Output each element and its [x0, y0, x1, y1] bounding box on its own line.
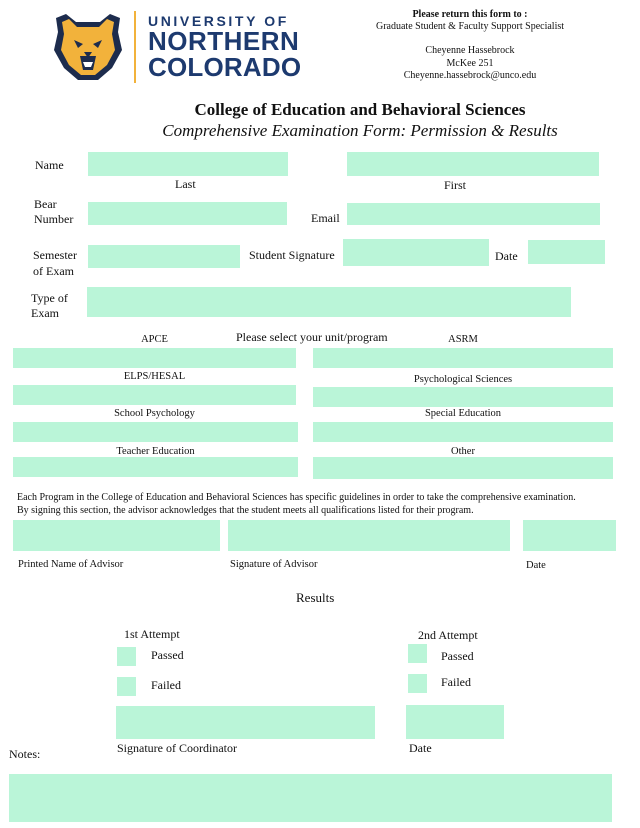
program-label-asrm: ASRM: [448, 334, 478, 345]
first-attempt-label: 1st Attempt: [124, 627, 180, 641]
student-signature-field[interactable]: [343, 239, 489, 266]
logo-divider: [134, 11, 136, 83]
program-field-asrm[interactable]: [313, 348, 613, 368]
first-attempt-passed-label: Passed: [151, 648, 184, 662]
program-label-apce: APCE: [141, 334, 168, 345]
program-field-special-ed[interactable]: [313, 422, 613, 442]
semester-label-line2: of Exam: [33, 264, 74, 278]
university-name-line1: UNIVERSITY OF: [148, 13, 289, 29]
university-name-line3: COLORADO: [148, 52, 302, 82]
program-label-school-psych: School Psychology: [114, 408, 195, 419]
program-field-teacher-ed[interactable]: [13, 457, 298, 477]
first-attempt-failed-checkbox[interactable]: [117, 677, 136, 696]
notes-field[interactable]: [9, 774, 612, 822]
university-name-line2: NORTHERN: [148, 26, 300, 56]
first-name-field[interactable]: [347, 152, 599, 176]
type-of-exam-field[interactable]: [87, 287, 571, 317]
contact-email: Cheyenne.hassebrock@unco.edu: [403, 70, 537, 81]
last-label: Last: [175, 177, 196, 191]
first-label: First: [444, 178, 467, 192]
bear-logo-icon: [50, 10, 126, 84]
advisor-signature-field[interactable]: [228, 520, 510, 551]
second-attempt-passed-label: Passed: [441, 649, 474, 663]
second-attempt-passed-checkbox[interactable]: [408, 644, 427, 663]
student-date-field[interactable]: [528, 240, 605, 264]
program-label-special-ed: Special Education: [424, 408, 502, 419]
program-label-elps: ELPS/HESAL: [123, 371, 186, 382]
bear-label-line1: Bear: [34, 197, 57, 211]
second-attempt-label: 2nd Attempt: [418, 628, 478, 642]
advisor-statement: [17, 491, 617, 517]
coordinator-signature-field[interactable]: [116, 706, 375, 739]
first-attempt-failed-label: Failed: [151, 678, 181, 692]
program-label-other: Other: [451, 446, 475, 457]
program-label-psych: Psychological Sciences: [413, 374, 513, 385]
bear-number-field[interactable]: [88, 202, 287, 225]
second-attempt-failed-checkbox[interactable]: [408, 674, 427, 693]
name-label: Name: [35, 158, 64, 172]
date-label: Date: [495, 249, 518, 263]
advisor-printed-name-label: Printed Name of Advisor: [18, 559, 124, 570]
results-heading: Results: [296, 590, 335, 605]
advisor-date-field[interactable]: [523, 520, 616, 551]
coordinator-signature-label: Signature of Coordinator: [117, 741, 237, 755]
coordinator-date-field[interactable]: [406, 705, 504, 739]
advisor-date-label: Date: [526, 560, 546, 571]
type-label-line2: Exam: [31, 306, 59, 320]
semester-field[interactable]: [88, 245, 240, 268]
program-field-elps[interactable]: [13, 385, 296, 405]
form-title: Comprehensive Examination Form: Permission & Results: [162, 121, 558, 140]
type-label-line1: Type of: [31, 291, 68, 305]
email-field[interactable]: [347, 203, 600, 225]
coordinator-date-label: Date: [409, 741, 432, 755]
program-field-school-psych[interactable]: [13, 422, 298, 442]
student-signature-label: Student Signature: [249, 248, 335, 262]
college-title: College of Education and Behavioral Sciences: [194, 100, 526, 119]
program-field-apce[interactable]: [13, 348, 296, 368]
program-label-teacher-ed: Teacher Education: [116, 446, 195, 457]
notes-label: Notes:: [9, 747, 41, 761]
program-prompt: Please select your unit/program: [236, 330, 388, 344]
advisor-statement-line1: Each Program in the College of Education and Behavioral Sciences has specific guidelines in order to take the comprehensive examination.: [17, 492, 576, 503]
program-field-psych[interactable]: [313, 387, 613, 407]
bear-label-line2: Number: [34, 212, 74, 226]
contact-name: Cheyenne Hassebrock: [425, 45, 515, 56]
contact-office: McKee 251: [446, 58, 494, 69]
advisor-statement-line2: By signing this section, the advisor acknowledges that the student meets all qualifications listed for their program.: [17, 505, 474, 516]
advisor-printed-name-field[interactable]: [13, 520, 220, 551]
advisor-signature-label: Signature of Advisor: [230, 559, 318, 570]
return-note: Please return this form to :: [412, 9, 528, 20]
last-name-field[interactable]: [88, 152, 288, 176]
email-label: Email: [311, 211, 340, 225]
return-role: Graduate Student & Faculty Support Specialist: [375, 21, 565, 32]
second-attempt-failed-label: Failed: [441, 675, 471, 689]
first-attempt-passed-checkbox[interactable]: [117, 647, 136, 666]
program-field-other[interactable]: [313, 457, 613, 479]
semester-label-line1: Semester: [33, 248, 77, 262]
